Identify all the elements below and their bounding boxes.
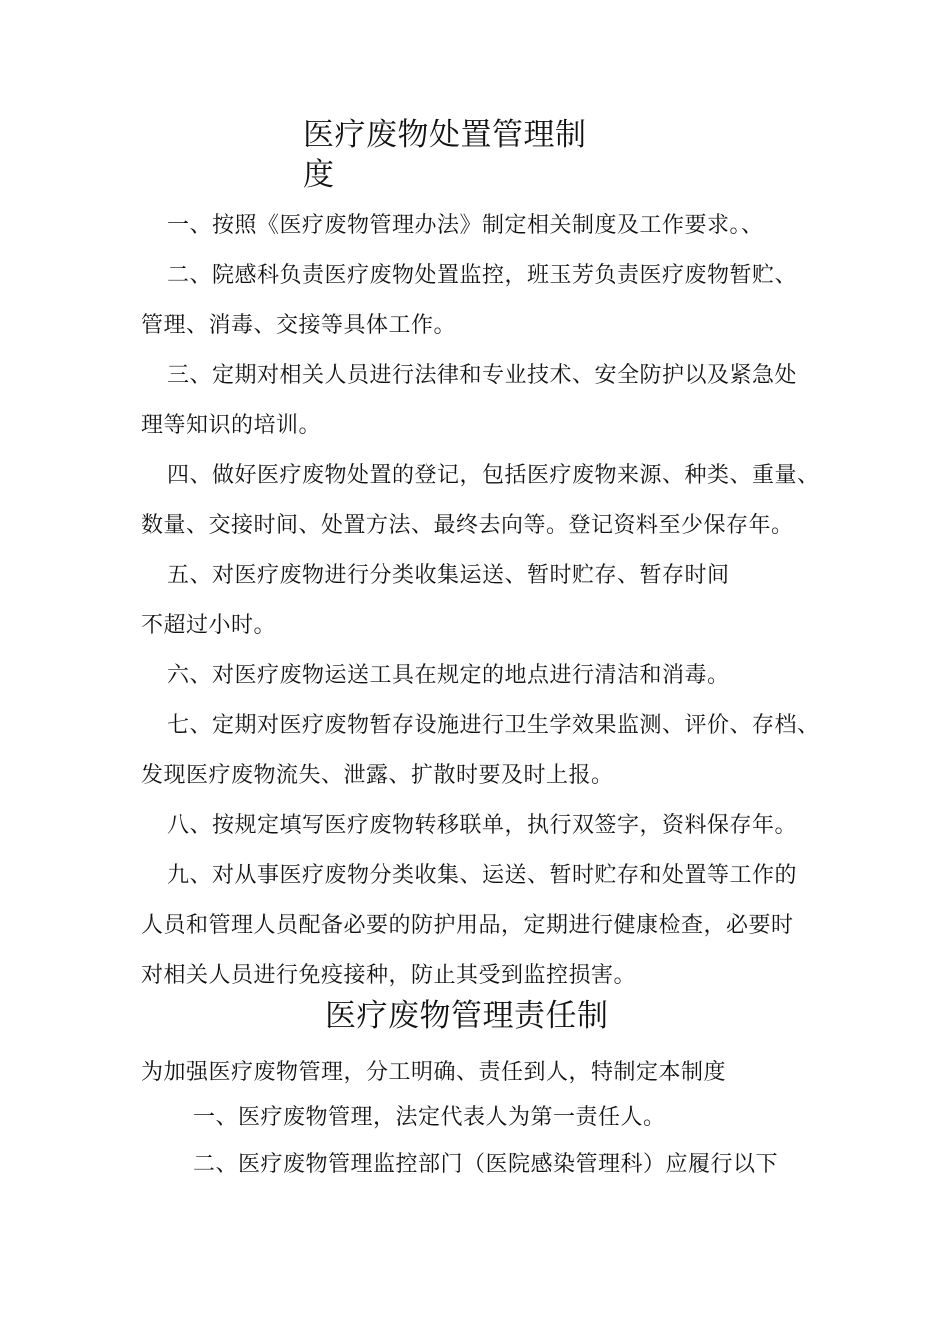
item-line-8: 五、对医疗废物进行分类收集运送、暂时贮存、暂存时间	[167, 563, 730, 588]
intro-line: 为加强医疗废物管理，分工明确、责任到人，特制定本制度	[141, 1060, 727, 1085]
item-line-16: 对相关人员进行免疫接种，防止其受到监控损害。	[141, 963, 637, 988]
title-line-2: 度	[303, 157, 335, 193]
item-line-4: 三、定期对相关人员进行法律和专业技术、安全防护以及紧急处	[167, 363, 798, 388]
section-title-2: 医疗废物管理责任制	[325, 998, 609, 1034]
item-line-7: 数量、交接时间、处置方法、最终去向等。登记资料至少保存年。	[141, 513, 794, 538]
resp-line-1: 一、医疗废物管理，法定代表人为第一责任人。	[193, 1105, 666, 1130]
item-line-6: 四、做好医疗废物处置的登记，包括医疗废物来源、种类、重量、	[167, 463, 820, 488]
item-line-15: 人员和管理人员配备必要的防护用品，定期进行健康检查，必要时	[141, 913, 794, 938]
resp-line-2: 二、医疗废物管理监控部门（医院感染管理科）应履行以下	[193, 1152, 779, 1177]
item-line-14: 九、对从事医疗废物分类收集、运送、暂时贮存和处置等工作的	[167, 863, 798, 888]
item-line-12: 发现医疗废物流失、泄露、扩散时要及时上报。	[141, 763, 614, 788]
item-line-5: 理等知识的培训。	[141, 413, 322, 438]
item-line-10: 六、对医疗废物运送工具在规定的地点进行清洁和消毒。	[167, 663, 730, 688]
item-line-3: 管理、消毒、交接等具体工作。	[141, 313, 457, 338]
item-line-9: 不超过小时。	[141, 613, 277, 638]
item-line-2: 二、院感科负责医疗废物处置监控，班玉芳负责医疗废物暂贮、	[167, 263, 798, 288]
item-line-1: 一、按照《医疗废物管理办法》制定相关制度及工作要求。、	[167, 213, 764, 238]
item-line-11: 七、定期对医疗废物暂存设施进行卫生学效果监测、评价、存档、	[167, 713, 820, 738]
item-line-13: 八、按规定填写医疗废物转移联单，执行双签字，资料保存年。	[167, 813, 798, 838]
title-line-1: 医疗废物处置管理制	[303, 117, 587, 153]
